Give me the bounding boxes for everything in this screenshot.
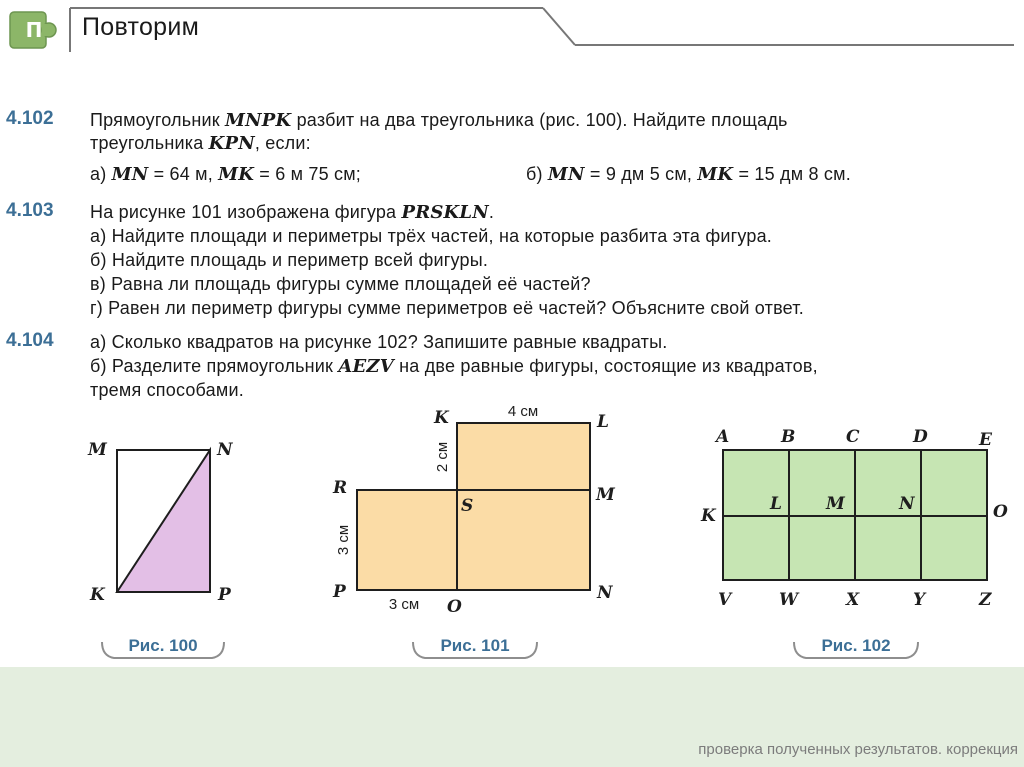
figure-caption: Рис. 102 — [821, 636, 891, 655]
vertex-label: P — [218, 585, 231, 605]
problem-4-104-part-b-cont: тремя способами. — [90, 380, 244, 400]
vertex-label: L — [770, 494, 782, 514]
text: а) — [90, 164, 107, 184]
text: , если: — [254, 133, 311, 153]
variable: MK — [697, 164, 734, 185]
dimension-label: 3 см — [388, 596, 420, 613]
vertex-label: N — [217, 440, 233, 460]
vertex-label: Z — [979, 590, 992, 610]
vertex-label: Y — [913, 590, 926, 610]
figure-prskln — [357, 423, 590, 590]
vertex-label: E — [979, 430, 992, 450]
vertex-label: P — [333, 582, 346, 602]
figure-caption: Рис. 101 — [440, 636, 510, 655]
text: на две равные фигуры, состоящие из квадратов, — [399, 356, 818, 376]
variable: PRSKLN — [401, 202, 489, 223]
problem-4-104-part-a: а) Сколько квадратов на рисунке 102? Запишите равные квадраты. — [90, 332, 668, 352]
figure-caption: Рис. 100 — [128, 636, 198, 655]
dimension-label: 2 см — [434, 441, 451, 473]
text: На рисунке 101 изображена фигура — [90, 202, 397, 222]
page-title: Повторим — [82, 13, 200, 41]
vertex-label: D — [913, 427, 928, 447]
figure-102 — [700, 427, 1008, 658]
text: Прямоугольник — [90, 110, 220, 130]
vertex-label: M — [88, 440, 107, 460]
vertex-label: S — [461, 496, 474, 516]
text: = 64 м, — [153, 164, 213, 184]
vertex-label: K — [434, 408, 449, 428]
text: = 6 м 75 см; — [259, 164, 361, 184]
problem-number-4-102: 4.102 — [6, 108, 54, 129]
text: = 15 дм 8 см. — [738, 164, 851, 184]
problem-4-103-part-b: б) Найдите площадь и периметр всей фигуры. — [90, 250, 489, 270]
problem-number-4-103: 4.103 — [6, 200, 54, 221]
vertex-label: M — [596, 485, 615, 505]
text: б) Разделите прямоугольник — [90, 356, 334, 376]
vertex-label: W — [779, 590, 799, 610]
footer-caption: проверка полученных результатов. коррекция — [698, 741, 1018, 758]
problem-4-103-part-d: г) Равен ли периметр фигуры сумме периметров её частей? Объясните свой ответ. — [90, 298, 804, 318]
variable: MN — [111, 164, 149, 185]
variable: MK — [218, 164, 255, 185]
problem-number-4-104: 4.104 — [6, 330, 54, 351]
badge-letter: П — [25, 18, 43, 42]
vertex-label: M — [826, 494, 845, 514]
text: разбит на два треугольника (рис. 100). Найдите площадь — [296, 110, 788, 130]
figure-100 — [87, 440, 234, 658]
vertex-label: O — [447, 597, 462, 617]
problem-4-103-part-c: в) Равна ли площадь фигуры сумме площадей её частей? — [90, 274, 591, 294]
text: . — [488, 202, 495, 222]
variable: KPN — [208, 133, 255, 154]
vertex-label: O — [993, 502, 1008, 522]
text: треугольника — [90, 133, 204, 153]
vertex-label: V — [718, 590, 732, 610]
vertex-label: R — [333, 478, 348, 498]
vertex-label: X — [846, 590, 860, 610]
variable: MNPK — [225, 110, 292, 131]
text: б) — [526, 164, 543, 184]
vertex-label: C — [846, 427, 860, 447]
vertex-label: A — [716, 427, 730, 447]
vertex-label: B — [781, 427, 796, 447]
variable: MN — [547, 164, 585, 185]
vertex-label: N — [597, 583, 613, 603]
vertex-label: N — [899, 494, 915, 514]
vertex-label: L — [597, 412, 609, 432]
vertex-label: K — [90, 585, 105, 605]
figure-101 — [332, 403, 616, 658]
text: = 9 дм 5 см, — [589, 164, 693, 184]
variable: AEZV — [338, 356, 394, 377]
dimension-label: 3 см — [335, 524, 352, 556]
problem-4-103-part-a: а) Найдите площади и периметры трёх частей, на которые разбита эта фигура. — [90, 226, 772, 246]
vertex-label: K — [701, 506, 716, 526]
dimension-label: 4 см — [507, 403, 539, 420]
